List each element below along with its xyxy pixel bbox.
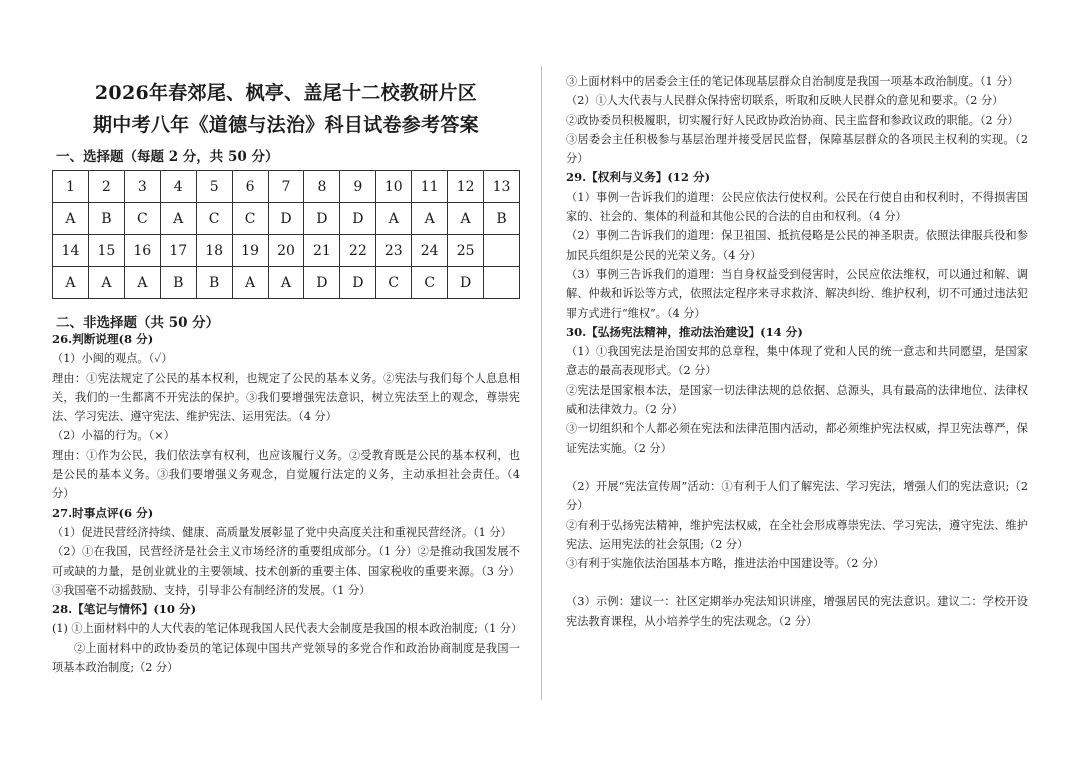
table-row-numbers-1 bbox=[53, 171, 520, 203]
question-number-cell: 25 bbox=[448, 235, 484, 267]
answer-cell: B bbox=[484, 203, 520, 235]
q29-heading: 29.【权利与义务】(12 分) bbox=[566, 170, 711, 185]
answer-cell: A bbox=[124, 267, 160, 299]
q29-part2: （2）事例二告诉我们的道理：保卫祖国、抵抗侵略是公民的神圣职责。依照法律服兵役和参加民兵组织是公民的光荣义务。（4 分） bbox=[566, 229, 1028, 262]
answer-cell: A bbox=[232, 267, 268, 299]
answer-cell: A bbox=[448, 203, 484, 235]
question-number-cell: 5 bbox=[196, 171, 232, 203]
question-number-cell bbox=[484, 235, 520, 267]
q26-part2-reason: 理由：①作为公民，我们依法享有权利，也应该履行义务。②受教育既是公民的基本权利，也是公民的基本义务。③我们要增强义务观念，自觉履行法定的义务，主动承担社会责任。（4 分） bbox=[52, 448, 520, 501]
question-number-cell: 21 bbox=[304, 235, 340, 267]
answer-cell: A bbox=[88, 267, 124, 299]
answer-cell: A bbox=[53, 267, 89, 299]
q30-part1c: ③一切组织和个人都必须在宪法和法律范围内活动，都必须维护宪法权威，捍卫宪法尊严，保证宪法实施。（2 分） bbox=[566, 422, 1028, 455]
answer-cell: C bbox=[412, 267, 448, 299]
right-column bbox=[566, 0, 1028, 763]
question-number-cell: 10 bbox=[376, 171, 412, 203]
answer-cell: D bbox=[304, 267, 340, 299]
q29-part3: （3）事例三告诉我们的道理：当自身权益受到侵害时，公民应依法维权，可以通过和解、调解、仲裁和诉讼等方式，依照法定程序来寻求救济、解决纠纷、维护权利，切不可通过违法犯罪方式进行“维权”。（4 分） bbox=[566, 267, 1028, 320]
answer-cell: C bbox=[124, 203, 160, 235]
question-number-cell: 18 bbox=[196, 235, 232, 267]
table-row-answers-2 bbox=[53, 267, 520, 299]
q28-part1c: ③上面材料中的居委会主任的笔记体现基层群众自治制度是我国一项基本政治制度。（1 分） bbox=[566, 75, 1019, 88]
question-number-cell: 11 bbox=[412, 171, 448, 203]
question-number-cell: 19 bbox=[232, 235, 268, 267]
answer-cell: B bbox=[88, 203, 124, 235]
table-row-numbers-2 bbox=[53, 235, 520, 267]
question-number-cell: 22 bbox=[340, 235, 376, 267]
question-number-cell: 3 bbox=[124, 171, 160, 203]
question-number-cell: 20 bbox=[268, 235, 304, 267]
exam-title-line1: 2026年春郊尾、枫亭、盖尾十二校教研片区 bbox=[94, 82, 478, 104]
question-number-cell: 8 bbox=[304, 171, 340, 203]
question-number-cell: 24 bbox=[412, 235, 448, 267]
q26-part1-reason: 理由：①宪法规定了公民的基本权利，也规定了公民的基本义务。②宪法与我们每个人息息相关，我们的一生都离不开宪法的保护。③我们要增强宪法意识，树立宪法至上的观念，尊崇宪法、学习宪法、遵守宪法、维护宪法、运用宪法。（4 分） bbox=[52, 371, 520, 424]
answer-cell: D bbox=[340, 203, 376, 235]
q30-heading: 30.【弘扬宪法精神，推动法治建设】(14 分) bbox=[566, 324, 803, 339]
table-row-answers-1 bbox=[53, 203, 520, 235]
answer-cell: A bbox=[412, 203, 448, 235]
left-answers bbox=[52, 330, 523, 677]
question-number-cell: 2 bbox=[88, 171, 124, 203]
q26-part2: （2）小福的行为。（×） bbox=[52, 429, 175, 443]
q28-part1a: (1) ①上面材料中的人大代表的笔记体现我国人民代表大会制度是我国的根本政治制度;（1 分） bbox=[52, 622, 523, 636]
answer-cell: D bbox=[268, 203, 304, 235]
answer-cell: D bbox=[448, 267, 484, 299]
answer-cell: C bbox=[232, 203, 268, 235]
q28-heading: 28.【笔记与情怀】(10 分) bbox=[52, 602, 197, 617]
question-number-cell: 7 bbox=[268, 171, 304, 203]
question-number-cell: 16 bbox=[124, 235, 160, 267]
q28-part2b: ②政协委员积极履职，切实履行好人民政协政治协商、民主监督和参政议政的职能。（2 分） bbox=[566, 113, 1019, 127]
question-number-cell: 23 bbox=[376, 235, 412, 267]
q27-heading: 27.时事点评(6 分) bbox=[52, 505, 154, 520]
question-number-cell: 4 bbox=[160, 171, 196, 203]
q30-part2a: （2）开展“宪法宣传周”活动：①有利于人们了解宪法、学习宪法，增强人们的宪法意识;（2 分） bbox=[566, 479, 1028, 513]
q26-part1: （1）小闽的观点。（✓） bbox=[52, 352, 173, 366]
question-number-cell: 9 bbox=[340, 171, 376, 203]
section-heading-choice: 一、选择题（每题 2 分，共 50 分） bbox=[56, 149, 279, 165]
q30-part3: （3）示例：建议一：社区定期举办宪法知识讲座，增强居民的宪法意识。建议二：学校开设宪法教育课程，从小培养学生的宪法观念。（2 分） bbox=[566, 595, 1028, 628]
q30-part2b: ②有利于弘扬宪法精神，维护宪法权威，在全社会形成尊崇宪法、学习宪法，遵守宪法、维护宪法、运用宪法的社会氛围;（2 分） bbox=[566, 518, 1028, 551]
question-number-cell: 1 bbox=[53, 171, 89, 203]
q26-heading: 26.判断说理(8 分) bbox=[52, 332, 154, 346]
answer-cell: A bbox=[376, 203, 412, 235]
answer-cell: B bbox=[196, 267, 232, 299]
answer-cell: D bbox=[340, 267, 376, 299]
q30-part1b: ②宪法是国家根本法，是国家一切法律法规的总依据、总源头，具有最高的法律地位、法律权威和法律效力。（2 分） bbox=[566, 383, 1028, 417]
question-number-cell: 15 bbox=[88, 235, 124, 267]
q27-part1: （1）促进民营经济持续、健康、高质量发展彰显了党中央高度关注和重视民营经济。（1 分） bbox=[52, 525, 512, 539]
answer-cell: D bbox=[304, 203, 340, 235]
answer-cell: C bbox=[376, 267, 412, 299]
q29-part1: （1）事例一告诉我们的道理：公民应依法行使权利。公民在行使自由和权利时，不得损害国家的、社会的、集体的利益和其他公民的合法的自由和权利。（4 分） bbox=[566, 190, 1028, 224]
question-number-cell: 13 bbox=[484, 171, 520, 203]
answer-cell: B bbox=[160, 267, 196, 299]
question-number-cell: 17 bbox=[160, 235, 196, 267]
q30-part1a: （1）①我国宪法是治国安邦的总章程，集中体现了党和人民的统一意志和共同愿望，是国家意志的最高表现形式。（2 分） bbox=[566, 345, 1028, 378]
exam-title-line2: 期中考八年《道德与法治》科目试卷参考答案 bbox=[92, 114, 479, 136]
question-number-cell: 6 bbox=[232, 171, 268, 203]
answer-table bbox=[52, 170, 520, 299]
q30-part2c: ③有利于实施依法治国基本方略，推进法治中国建设等。（2 分） bbox=[566, 557, 885, 571]
question-number-cell: 12 bbox=[448, 171, 484, 203]
answer-cell bbox=[484, 267, 520, 299]
q28-part2c: ③居委会主任积极参与基层治理并接受居民监督，保障基层群众的各项民主权利的实现。（2 分） bbox=[566, 132, 1028, 166]
left-column bbox=[52, 0, 523, 763]
answer-cell: C bbox=[196, 203, 232, 235]
section-heading-nonchoice: 二、非选择题（共 50 分） bbox=[56, 315, 220, 331]
q28-part2a: （2）①人大代表与人民群众保持密切联系，听取和反映人民群众的意见和要求。（2 分） bbox=[566, 94, 1004, 108]
q28-part1b: ②上面材料中的政协委员的笔记体现中国共产党领导的多党合作和政治协商制度是我国一项基本政治制度;（2 分） bbox=[52, 641, 520, 675]
answer-cell: A bbox=[160, 203, 196, 235]
answer-cell: A bbox=[268, 267, 304, 299]
q27-part2: （2）①在我国，民营经济是社会主义市场经济的重要组成部分。（1 分）②是推动我国发展不可或缺的力量，是创业就业的主要领域、技术创新的重要主体、国家税收的重要来源。（3 分）③我国毫不动摇鼓励、支持，引导非公有制经济的发展。（1 分） bbox=[52, 545, 520, 597]
question-number-cell: 14 bbox=[53, 235, 89, 267]
answer-cell: A bbox=[53, 203, 89, 235]
right-answers bbox=[566, 72, 1028, 631]
column-divider bbox=[541, 66, 542, 700]
